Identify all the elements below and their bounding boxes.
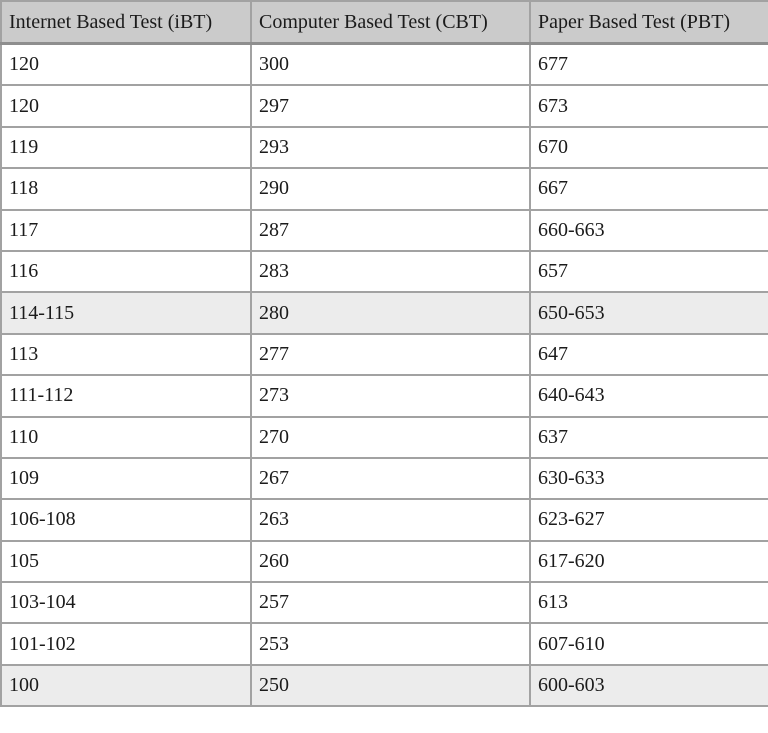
table-cell: 105 — [1, 541, 251, 582]
table-cell: 110 — [1, 417, 251, 458]
table-cell: 300 — [251, 44, 530, 86]
table-row — [1, 458, 768, 499]
table-cell: 273 — [251, 375, 530, 416]
table-cell: 111-112 — [1, 375, 251, 416]
table-cell: 270 — [251, 417, 530, 458]
table-cell: 287 — [251, 210, 530, 251]
table-cell: 117 — [1, 210, 251, 251]
table-cell: 280 — [251, 292, 530, 333]
table-row — [1, 292, 768, 333]
table-cell: 119 — [1, 127, 251, 168]
table-row — [1, 127, 768, 168]
table-cell: 116 — [1, 251, 251, 292]
table-cell: 263 — [251, 499, 530, 540]
table-row — [1, 375, 768, 416]
table-cell: 607-610 — [530, 623, 768, 664]
table-row — [1, 499, 768, 540]
table-row — [1, 334, 768, 375]
table-cell: 101-102 — [1, 623, 251, 664]
table-cell: 623-627 — [530, 499, 768, 540]
table-cell: 253 — [251, 623, 530, 664]
table-cell: 118 — [1, 168, 251, 209]
table-cell: 630-633 — [530, 458, 768, 499]
table-row — [1, 417, 768, 458]
table-row — [1, 168, 768, 209]
table-cell: 260 — [251, 541, 530, 582]
table-cell: 250 — [251, 665, 530, 706]
table-cell: 660-663 — [530, 210, 768, 251]
table-header-row — [1, 1, 768, 44]
table-row — [1, 251, 768, 292]
table-cell: 617-620 — [530, 541, 768, 582]
table-cell: 120 — [1, 44, 251, 86]
score-table-body — [1, 44, 768, 707]
table-cell: 657 — [530, 251, 768, 292]
table-cell: 293 — [251, 127, 530, 168]
column-header-pbt: Paper Based Test (PBT) — [530, 1, 768, 44]
table-cell: 109 — [1, 458, 251, 499]
table-row — [1, 541, 768, 582]
table-cell: 103-104 — [1, 582, 251, 623]
table-row — [1, 210, 768, 251]
table-cell: 600-603 — [530, 665, 768, 706]
table-cell: 106-108 — [1, 499, 251, 540]
table-cell: 677 — [530, 44, 768, 86]
table-cell: 267 — [251, 458, 530, 499]
table-cell: 650-653 — [530, 292, 768, 333]
table-cell: 640-643 — [530, 375, 768, 416]
table-row — [1, 85, 768, 126]
table-row — [1, 582, 768, 623]
column-header-ibt: Internet Based Test (iBT) — [1, 1, 251, 44]
table-row — [1, 665, 768, 706]
table-cell: 290 — [251, 168, 530, 209]
table-row — [1, 623, 768, 664]
table-cell: 283 — [251, 251, 530, 292]
table-cell: 673 — [530, 85, 768, 126]
table-cell: 120 — [1, 85, 251, 126]
table-cell: 637 — [530, 417, 768, 458]
table-cell: 670 — [530, 127, 768, 168]
column-header-cbt: Computer Based Test (CBT) — [251, 1, 530, 44]
table-cell: 667 — [530, 168, 768, 209]
table-cell: 114-115 — [1, 292, 251, 333]
table-cell: 297 — [251, 85, 530, 126]
table-cell: 277 — [251, 334, 530, 375]
table-cell: 100 — [1, 665, 251, 706]
table-row — [1, 44, 768, 86]
table-cell: 113 — [1, 334, 251, 375]
table-cell: 647 — [530, 334, 768, 375]
table-cell: 257 — [251, 582, 530, 623]
table-cell: 613 — [530, 582, 768, 623]
